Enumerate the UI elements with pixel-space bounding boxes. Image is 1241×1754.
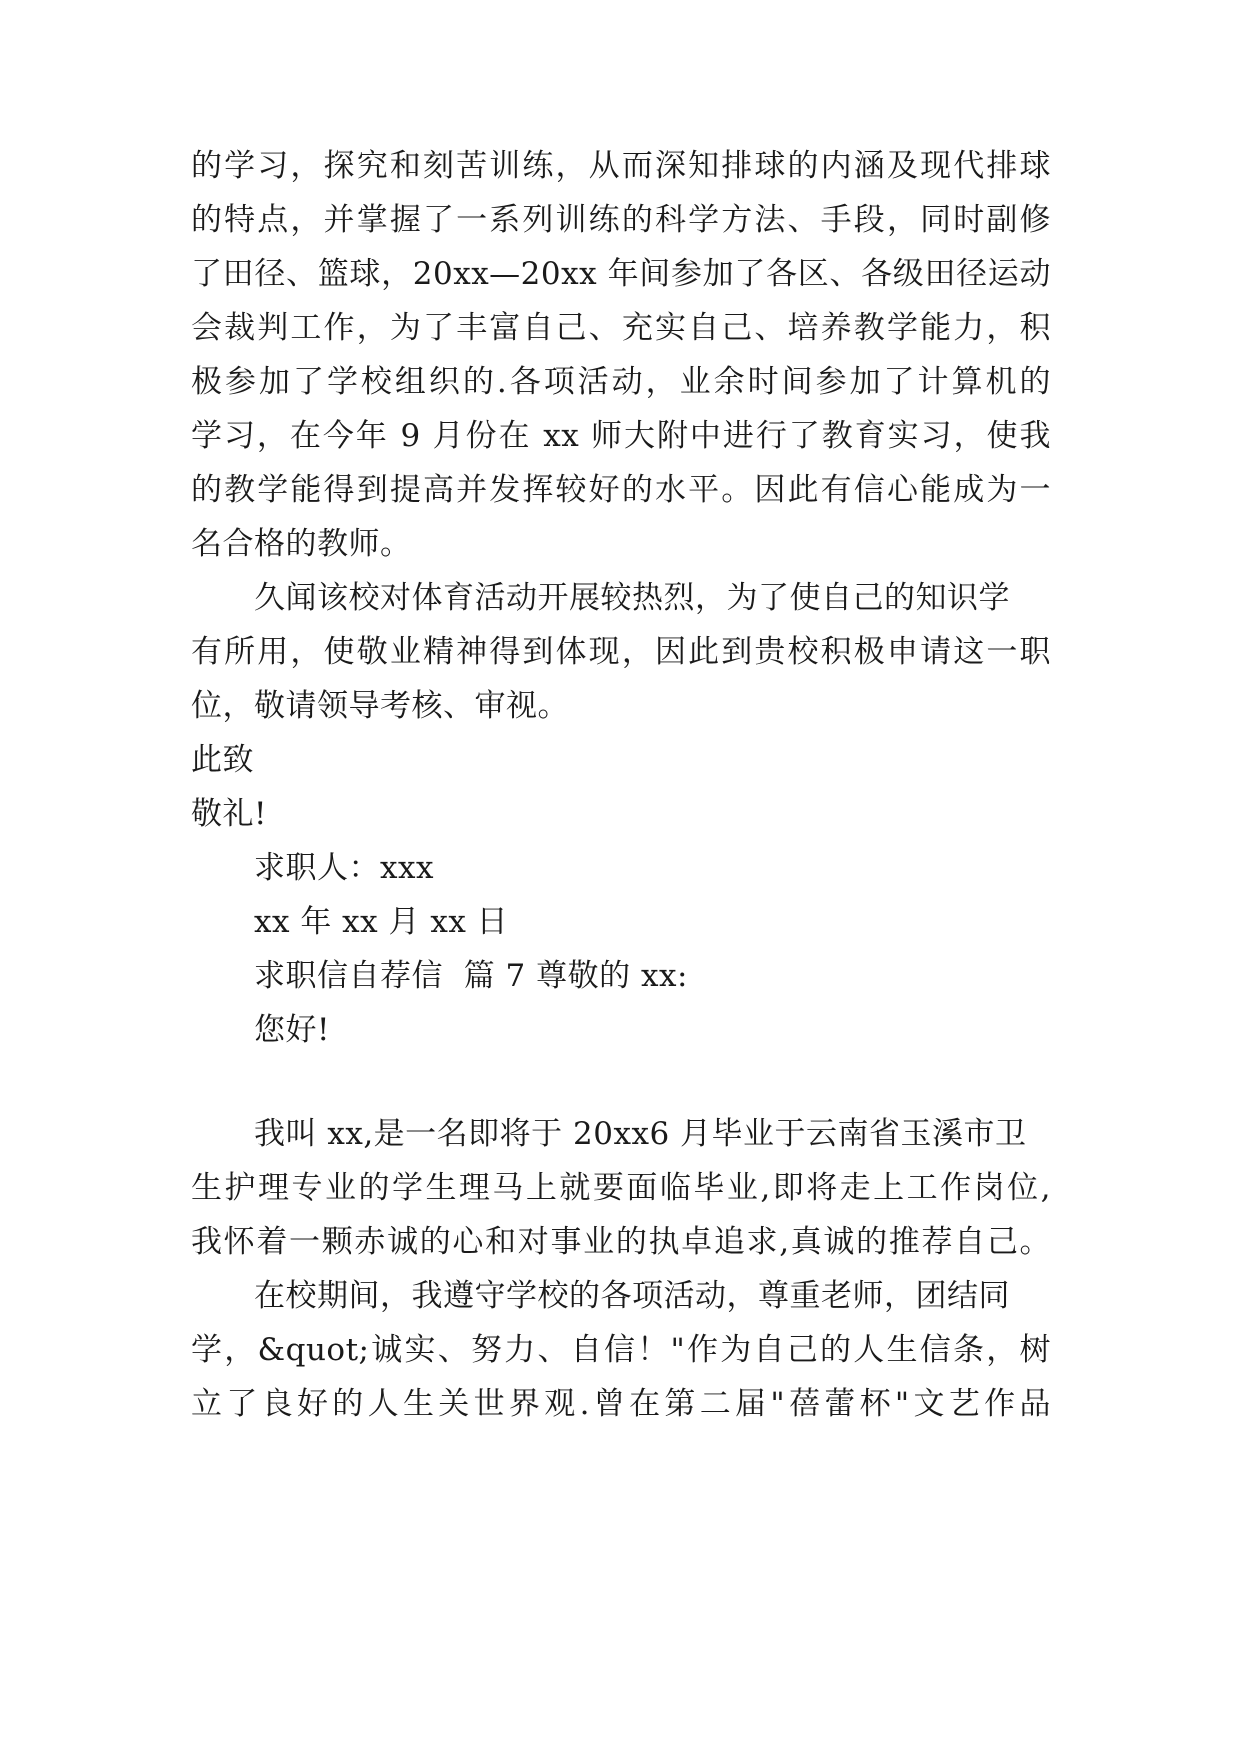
paragraph-1-line-4: 会裁判工作，为了丰富自己、充实自己、培养教学能力，积 (191, 310, 1051, 346)
closing-line-1: 此致 (191, 742, 254, 778)
paragraph-1-line-8: 名合格的教师。 (191, 526, 412, 562)
paragraph-1-line-7: 的教学能得到提高并发挥较好的水平。因此有信心能成为一 (191, 472, 1051, 508)
paragraph-4-line-1: 在校期间，我遵守学校的各项活动，尊重老师，团结同 (254, 1278, 1010, 1314)
paragraph-4-line-2: 学，&quot;诚实、努力、自信！"作为自己的人生信条，树 (191, 1332, 1051, 1368)
paragraph-2-line-1: 久闻该校对体育活动开展较热烈，为了使自己的知识学 (254, 580, 1010, 616)
paragraph-4-line-3: 立了良好的人生关世界观.曾在第二届"蓓蕾杯"文艺作品 (191, 1386, 1051, 1422)
next-letter-heading: 求职信自荐信 篇 7 尊敬的 xx: (254, 958, 688, 994)
paragraph-3-line-1: 我叫 xx,是一名即将于 20xx6 月毕业于云南省玉溪市卫 (254, 1116, 1027, 1152)
paragraph-2-line-2: 有所用，使敬业精神得到体现，因此到贵校积极申请这一职 (191, 634, 1051, 670)
paragraph-1-line-6: 学习，在今年 9 月份在 xx 师大附中进行了教育实习，使我 (191, 418, 1051, 454)
signature-date: xx 年 xx 月 xx 日 (254, 904, 509, 940)
paragraph-2-line-3: 位，敬请领导考核、审视。 (191, 688, 569, 724)
paragraph-1-line-2: 的特点，并掌握了一系列训练的科学方法、手段，同时副修 (191, 202, 1051, 238)
paragraph-3-line-3: 我怀着一颗赤诚的心和对事业的执卓追求,真诚的推荐自己。 (191, 1224, 1051, 1260)
paragraph-1-line-3: 了田径、篮球，20xx—20xx 年间参加了各区、各级田径运动 (191, 256, 1051, 292)
paragraph-1-line-1: 的学习，探究和刻苦训练，从而深知排球的内涵及现代排球 (191, 148, 1051, 184)
paragraph-3-line-2: 生护理专业的学生理马上就要面临毕业,即将走上工作岗位, (191, 1170, 1051, 1206)
signature-applicant: 求职人：xxx (254, 850, 434, 886)
closing-line-2: 敬礼! (191, 796, 267, 832)
next-letter-greeting: 您好! (254, 1012, 330, 1048)
paragraph-1-line-5: 极参加了学校组织的.各项活动，业余时间参加了计算机的 (191, 364, 1051, 400)
